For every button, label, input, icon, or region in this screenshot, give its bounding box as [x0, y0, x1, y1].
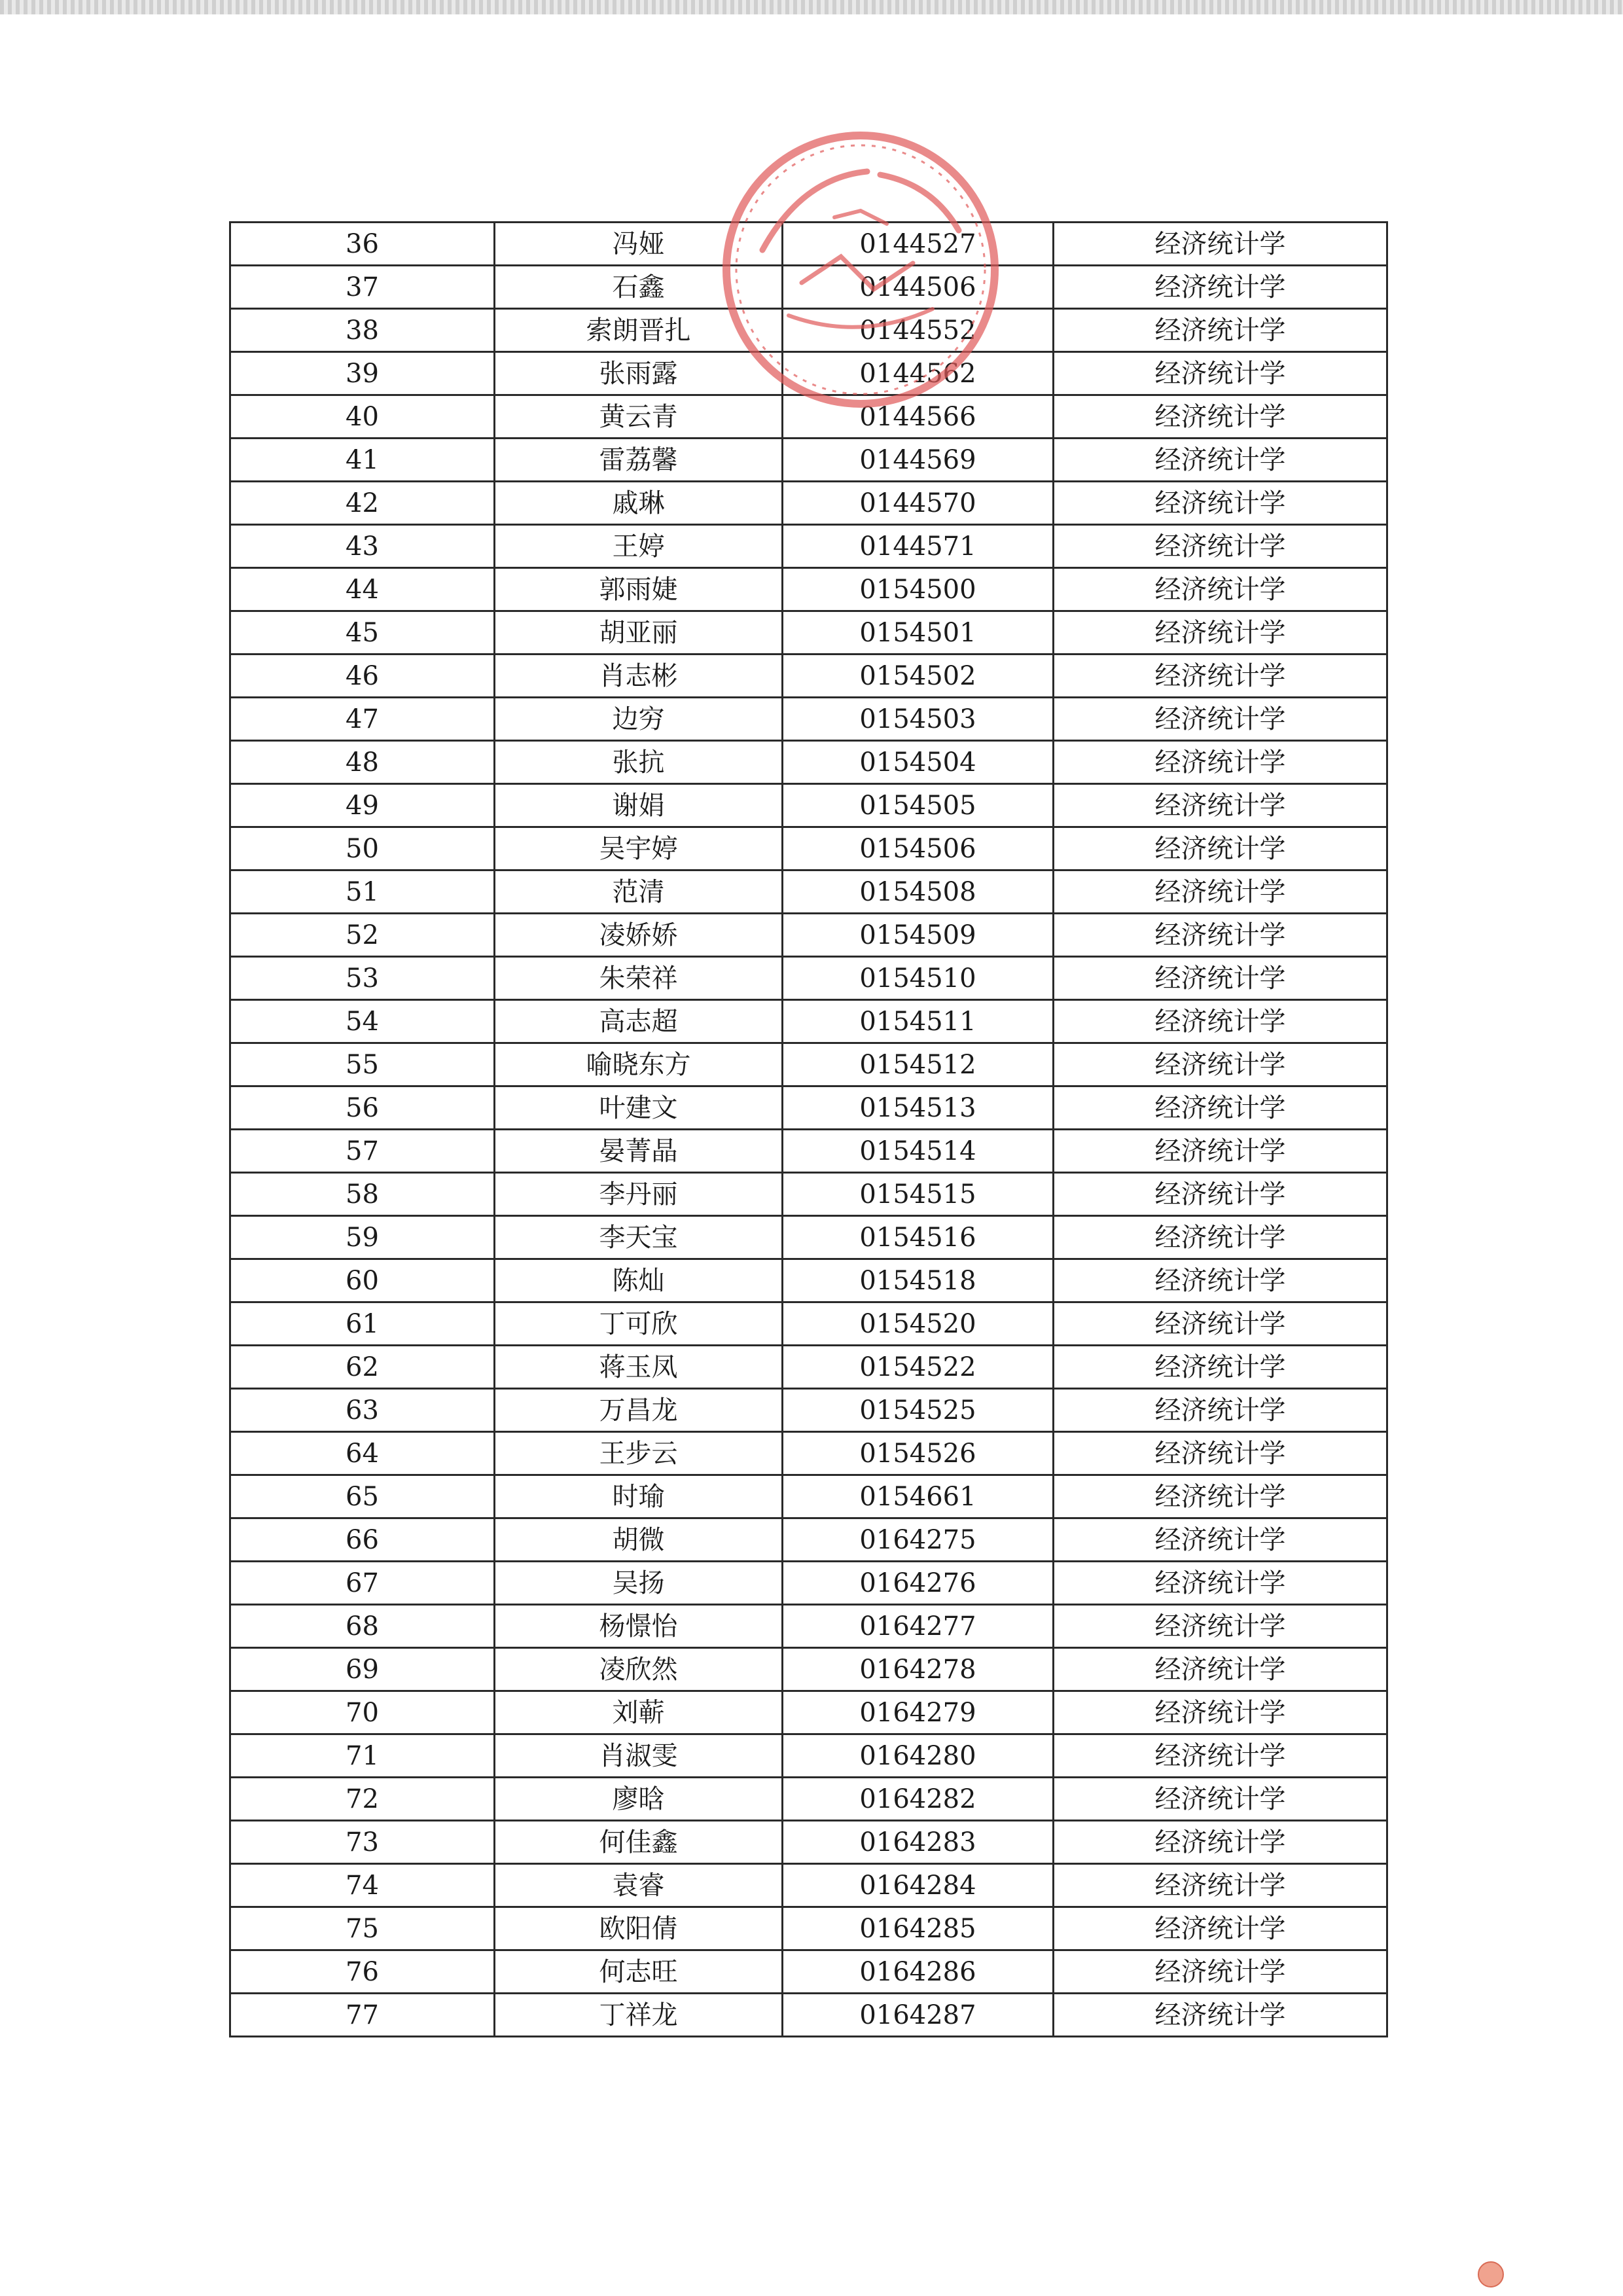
row-number-cell: 63	[230, 1389, 495, 1432]
row-number-cell: 71	[230, 1734, 495, 1778]
student-name-cell: 张雨露	[495, 352, 783, 395]
student-name-cell: 李丹丽	[495, 1173, 783, 1216]
row-number-cell: 47	[230, 698, 495, 741]
row-number-cell: 64	[230, 1432, 495, 1475]
student-id-cell: 0154510	[783, 957, 1054, 1000]
major-cell: 经济统计学	[1054, 870, 1387, 914]
row-number-cell: 68	[230, 1605, 495, 1648]
table-row	[230, 827, 1387, 870]
student-name-cell: 叶建文	[495, 1086, 783, 1130]
major-cell: 经济统计学	[1054, 1389, 1387, 1432]
table-row	[230, 784, 1387, 827]
major-cell: 经济统计学	[1054, 439, 1387, 482]
major-cell: 经济统计学	[1054, 1994, 1387, 2037]
student-name-cell: 张抗	[495, 741, 783, 784]
major-cell: 经济统计学	[1054, 568, 1387, 611]
major-cell: 经济统计学	[1054, 914, 1387, 957]
table-row	[230, 1907, 1387, 1950]
student-name-cell: 肖淑雯	[495, 1734, 783, 1778]
major-cell: 经济统计学	[1054, 1000, 1387, 1043]
major-cell: 经济统计学	[1054, 1432, 1387, 1475]
major-cell: 经济统计学	[1054, 1173, 1387, 1216]
table-row	[230, 1216, 1387, 1259]
row-number-cell: 57	[230, 1130, 495, 1173]
row-number-cell: 41	[230, 439, 495, 482]
major-cell: 经济统计学	[1054, 352, 1387, 395]
row-number-cell: 54	[230, 1000, 495, 1043]
student-id-cell: 0154525	[783, 1389, 1054, 1432]
row-number-cell: 75	[230, 1907, 495, 1950]
student-name-cell: 喻晓东方	[495, 1043, 783, 1086]
student-id-cell: 0154520	[783, 1302, 1054, 1346]
major-cell: 经济统计学	[1054, 1950, 1387, 1994]
table-row	[230, 1778, 1387, 1821]
table-row	[230, 1994, 1387, 2037]
student-name-cell: 谢娟	[495, 784, 783, 827]
student-id-cell: 0164285	[783, 1907, 1054, 1950]
row-number-cell: 53	[230, 957, 495, 1000]
row-number-cell: 73	[230, 1821, 495, 1864]
row-number-cell: 65	[230, 1475, 495, 1518]
table-row	[230, 1475, 1387, 1518]
row-number-cell: 49	[230, 784, 495, 827]
table-row	[230, 1950, 1387, 1994]
student-name-cell: 索朗晋扎	[495, 309, 783, 352]
student-id-cell: 0154515	[783, 1173, 1054, 1216]
major-cell: 经济统计学	[1054, 827, 1387, 870]
student-id-cell: 0154504	[783, 741, 1054, 784]
major-cell: 经济统计学	[1054, 223, 1387, 266]
student-id-cell: 0164287	[783, 1994, 1054, 2037]
table-row	[230, 266, 1387, 309]
student-id-cell: 0154505	[783, 784, 1054, 827]
student-name-cell: 杨憬怡	[495, 1605, 783, 1648]
major-cell: 经济统计学	[1054, 784, 1387, 827]
row-number-cell: 46	[230, 655, 495, 698]
table-row	[230, 870, 1387, 914]
roster-body	[230, 223, 1387, 2037]
table-row	[230, 1691, 1387, 1734]
student-name-cell: 肖志彬	[495, 655, 783, 698]
student-id-cell: 0144562	[783, 352, 1054, 395]
table-row	[230, 395, 1387, 439]
row-number-cell: 37	[230, 266, 495, 309]
major-cell: 经济统计学	[1054, 1302, 1387, 1346]
student-id-cell: 0154661	[783, 1475, 1054, 1518]
student-id-cell: 0164286	[783, 1950, 1054, 1994]
table-row	[230, 1346, 1387, 1389]
student-id-cell: 0154511	[783, 1000, 1054, 1043]
student-id-cell: 0154500	[783, 568, 1054, 611]
student-id-cell: 0164277	[783, 1605, 1054, 1648]
table-row	[230, 741, 1387, 784]
student-name-cell: 欧阳倩	[495, 1907, 783, 1950]
table-row	[230, 1562, 1387, 1605]
major-cell: 经济统计学	[1054, 1648, 1387, 1691]
student-id-cell: 0164283	[783, 1821, 1054, 1864]
table-row	[230, 568, 1387, 611]
row-number-cell: 59	[230, 1216, 495, 1259]
major-cell: 经济统计学	[1054, 1778, 1387, 1821]
student-id-cell: 0154518	[783, 1259, 1054, 1302]
student-name-cell: 胡微	[495, 1518, 783, 1562]
major-cell: 经济统计学	[1054, 309, 1387, 352]
student-name-cell: 吴扬	[495, 1562, 783, 1605]
table-row	[230, 1518, 1387, 1562]
row-number-cell: 40	[230, 395, 495, 439]
student-name-cell: 廖晗	[495, 1778, 783, 1821]
table-row	[230, 1648, 1387, 1691]
row-number-cell: 72	[230, 1778, 495, 1821]
row-number-cell: 62	[230, 1346, 495, 1389]
student-id-cell: 0164280	[783, 1734, 1054, 1778]
row-number-cell: 66	[230, 1518, 495, 1562]
table-row	[230, 1605, 1387, 1648]
scan-edge	[0, 0, 1623, 14]
row-number-cell: 38	[230, 309, 495, 352]
row-number-cell: 55	[230, 1043, 495, 1086]
student-id-cell: 0154502	[783, 655, 1054, 698]
table-row	[230, 1173, 1387, 1216]
major-cell: 经济统计学	[1054, 1518, 1387, 1562]
row-number-cell: 69	[230, 1648, 495, 1691]
table-row	[230, 352, 1387, 395]
student-name-cell: 李天宝	[495, 1216, 783, 1259]
student-id-cell: 0154503	[783, 698, 1054, 741]
row-number-cell: 51	[230, 870, 495, 914]
major-cell: 经济统计学	[1054, 957, 1387, 1000]
major-cell: 经济统计学	[1054, 1086, 1387, 1130]
table-row	[230, 957, 1387, 1000]
major-cell: 经济统计学	[1054, 266, 1387, 309]
row-number-cell: 61	[230, 1302, 495, 1346]
table-row	[230, 439, 1387, 482]
table-row	[230, 482, 1387, 525]
major-cell: 经济统计学	[1054, 1821, 1387, 1864]
student-id-cell: 0164284	[783, 1864, 1054, 1907]
table-row	[230, 1000, 1387, 1043]
student-id-cell: 0144527	[783, 223, 1054, 266]
table-row	[230, 914, 1387, 957]
student-name-cell: 丁可欣	[495, 1302, 783, 1346]
table-row	[230, 1086, 1387, 1130]
student-id-cell: 0154516	[783, 1216, 1054, 1259]
row-number-cell: 50	[230, 827, 495, 870]
student-id-cell: 0154513	[783, 1086, 1054, 1130]
row-number-cell: 52	[230, 914, 495, 957]
corner-mark-icon	[1478, 2261, 1504, 2287]
major-cell: 经济统计学	[1054, 1691, 1387, 1734]
major-cell: 经济统计学	[1054, 1907, 1387, 1950]
table-row	[230, 1734, 1387, 1778]
student-name-cell: 何佳鑫	[495, 1821, 783, 1864]
student-name-cell: 边穷	[495, 698, 783, 741]
student-name-cell: 戚琳	[495, 482, 783, 525]
student-name-cell: 王婷	[495, 525, 783, 568]
table-row	[230, 223, 1387, 266]
table-row	[230, 525, 1387, 568]
row-number-cell: 58	[230, 1173, 495, 1216]
student-name-cell: 凌娇娇	[495, 914, 783, 957]
student-name-cell: 袁睿	[495, 1864, 783, 1907]
table-row	[230, 1432, 1387, 1475]
major-cell: 经济统计学	[1054, 655, 1387, 698]
table-row	[230, 1864, 1387, 1907]
major-cell: 经济统计学	[1054, 395, 1387, 439]
major-cell: 经济统计学	[1054, 1346, 1387, 1389]
table-row	[230, 1302, 1387, 1346]
student-id-cell: 0154506	[783, 827, 1054, 870]
major-cell: 经济统计学	[1054, 741, 1387, 784]
table-row	[230, 611, 1387, 655]
student-id-cell: 0154514	[783, 1130, 1054, 1173]
student-id-cell: 0144552	[783, 309, 1054, 352]
table-row	[230, 1259, 1387, 1302]
row-number-cell: 36	[230, 223, 495, 266]
major-cell: 经济统计学	[1054, 1259, 1387, 1302]
row-number-cell: 56	[230, 1086, 495, 1130]
table-row	[230, 1043, 1387, 1086]
student-id-cell: 0144566	[783, 395, 1054, 439]
student-roster-table	[229, 221, 1388, 2037]
major-cell: 经济统计学	[1054, 1605, 1387, 1648]
student-id-cell: 0164276	[783, 1562, 1054, 1605]
row-number-cell: 45	[230, 611, 495, 655]
major-cell: 经济统计学	[1054, 1734, 1387, 1778]
student-id-cell: 0144569	[783, 439, 1054, 482]
row-number-cell: 74	[230, 1864, 495, 1907]
student-name-cell: 冯娅	[495, 223, 783, 266]
student-name-cell: 吴宇婷	[495, 827, 783, 870]
student-name-cell: 胡亚丽	[495, 611, 783, 655]
row-number-cell: 42	[230, 482, 495, 525]
major-cell: 经济统计学	[1054, 1216, 1387, 1259]
student-id-cell: 0154509	[783, 914, 1054, 957]
student-name-cell: 万昌龙	[495, 1389, 783, 1432]
student-name-cell: 石鑫	[495, 266, 783, 309]
student-id-cell: 0154512	[783, 1043, 1054, 1086]
table-row	[230, 655, 1387, 698]
row-number-cell: 60	[230, 1259, 495, 1302]
student-id-cell: 0154501	[783, 611, 1054, 655]
student-name-cell: 范清	[495, 870, 783, 914]
major-cell: 经济统计学	[1054, 1043, 1387, 1086]
major-cell: 经济统计学	[1054, 698, 1387, 741]
table-row	[230, 309, 1387, 352]
student-name-cell: 雷荔馨	[495, 439, 783, 482]
row-number-cell: 48	[230, 741, 495, 784]
student-name-cell: 何志旺	[495, 1950, 783, 1994]
student-name-cell: 凌欣然	[495, 1648, 783, 1691]
student-name-cell: 黄云青	[495, 395, 783, 439]
student-name-cell: 王步云	[495, 1432, 783, 1475]
student-name-cell: 高志超	[495, 1000, 783, 1043]
row-number-cell: 43	[230, 525, 495, 568]
major-cell: 经济统计学	[1054, 611, 1387, 655]
major-cell: 经济统计学	[1054, 1864, 1387, 1907]
student-name-cell: 朱荣祥	[495, 957, 783, 1000]
table-row	[230, 1821, 1387, 1864]
student-name-cell: 陈灿	[495, 1259, 783, 1302]
row-number-cell: 44	[230, 568, 495, 611]
row-number-cell: 70	[230, 1691, 495, 1734]
student-id-cell: 0154526	[783, 1432, 1054, 1475]
table-row	[230, 698, 1387, 741]
student-name-cell: 郭雨婕	[495, 568, 783, 611]
student-id-cell: 0144506	[783, 266, 1054, 309]
row-number-cell: 67	[230, 1562, 495, 1605]
student-id-cell: 0164278	[783, 1648, 1054, 1691]
student-name-cell: 蒋玉凤	[495, 1346, 783, 1389]
student-name-cell: 丁祥龙	[495, 1994, 783, 2037]
table-row	[230, 1389, 1387, 1432]
student-id-cell: 0144570	[783, 482, 1054, 525]
student-name-cell: 时瑜	[495, 1475, 783, 1518]
student-id-cell: 0164279	[783, 1691, 1054, 1734]
major-cell: 经济统计学	[1054, 1130, 1387, 1173]
student-id-cell: 0164282	[783, 1778, 1054, 1821]
student-id-cell: 0154508	[783, 870, 1054, 914]
student-id-cell: 0154522	[783, 1346, 1054, 1389]
major-cell: 经济统计学	[1054, 1475, 1387, 1518]
row-number-cell: 77	[230, 1994, 495, 2037]
major-cell: 经济统计学	[1054, 525, 1387, 568]
table-row	[230, 1130, 1387, 1173]
student-name-cell: 晏菁晶	[495, 1130, 783, 1173]
major-cell: 经济统计学	[1054, 1562, 1387, 1605]
major-cell: 经济统计学	[1054, 482, 1387, 525]
student-id-cell: 0164275	[783, 1518, 1054, 1562]
row-number-cell: 76	[230, 1950, 495, 1994]
student-name-cell: 刘蕲	[495, 1691, 783, 1734]
row-number-cell: 39	[230, 352, 495, 395]
student-id-cell: 0144571	[783, 525, 1054, 568]
